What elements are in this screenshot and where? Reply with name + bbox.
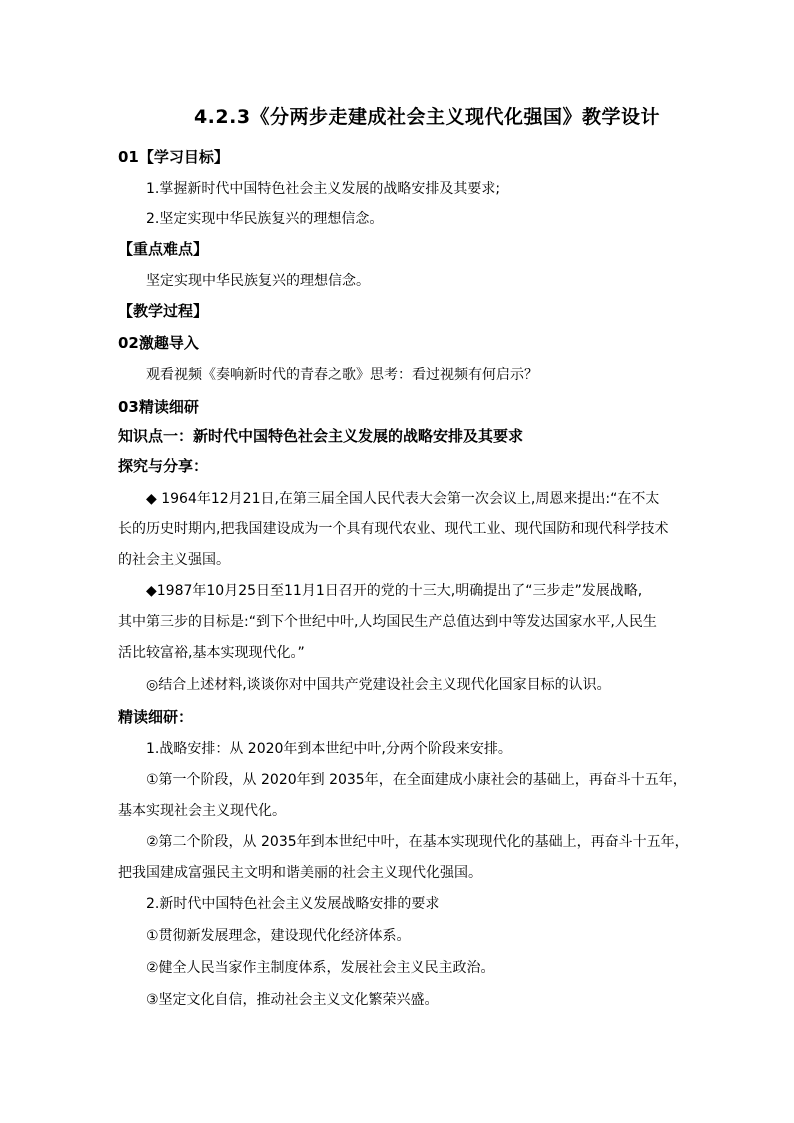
requirement-item-2: ②健全人民当家作主制度体系，发展社会主义民主政治。	[146, 960, 495, 976]
knowledge-point-1-heading: 知识点一：新时代中国特色社会主义发展的战略安排及其要求	[118, 427, 524, 445]
key-points-heading: 【重点难点】	[118, 240, 209, 258]
strategy-stage-2-line-1: ②第二个阶段，从 2035年到本世纪中叶，在基本实现现代化的基础上，再奋斗十五年，	[146, 834, 689, 850]
material-2-line-1: ◆1987年10月25日至11月1日召开的党的十三大,明确提出了“三步走”发展战略,	[146, 583, 643, 599]
explore-heading: 探究与分享：	[118, 457, 209, 475]
requirements-heading: 2.新时代中国特色社会主义发展战略安排的要求	[146, 896, 440, 912]
strategy-stage-1-line-2: 基本实现社会主义现代化。	[118, 803, 286, 819]
goal-item-1: 1.掌握新时代中国特色社会主义发展的战略安排及其要求;	[146, 181, 501, 197]
requirement-item-3: ③坚定文化自信，推动社会主义文化繁荣兴盛。	[146, 992, 439, 1008]
material-2-line-3: 活比较富裕,基本实现现代化。”	[118, 645, 305, 661]
requirement-item-1: ①贯彻新发展理念，建设现代化经济体系。	[146, 928, 411, 944]
material-1-line-1: ◆ 1964年12月21日,在第三届全国人民代表大会第一次会议上,周恩来提出:“在不太	[146, 491, 660, 507]
discussion-question: ◎结合上述材料,谈谈你对中国共产党建设社会主义现代化国家目标的认识。	[146, 677, 611, 693]
intro-text: 观看视频《奏响新时代的青春之歌》思考：看过视频有何启示？	[146, 367, 538, 383]
section-01-heading: 01【学习目标】	[118, 148, 229, 166]
study-heading: 精读细研：	[118, 708, 194, 726]
document-title: 4.2.3《分两步走建成社会主义现代化强国》教学设计	[193, 106, 661, 128]
key-points-text: 坚定实现中华民族复兴的理想信念。	[146, 273, 370, 289]
material-1-line-2: 长的历史时期内,把我国建设成为一个具有现代农业、现代工业、现代国防和现代科学技术	[118, 521, 669, 537]
section-03-heading: 03精读细研	[118, 398, 199, 416]
strategy-item-1: 1.战略安排：从 2020年到本世纪中叶,分两个阶段来安排。	[146, 741, 512, 757]
section-02-heading: 02激趣导入	[118, 334, 199, 352]
strategy-stage-1-line-1: ①第一个阶段，从 2020年到 2035年，在全面建成小康社会的基础上，再奋斗十五年，	[146, 772, 687, 788]
strategy-stage-2-line-2: 把我国建成富强民主文明和谐美丽的社会主义现代化强国。	[118, 865, 482, 881]
material-1-line-3: 的社会主义强国。	[118, 552, 230, 568]
material-2-line-2: 其中第三步的目标是:“到下个世纪中叶,人均国民生产总值达到中等发达国家水平,人民生	[118, 614, 657, 630]
goal-item-2: 2.坚定实现中华民族复兴的理想信念。	[146, 211, 384, 227]
process-heading: 【教学过程】	[118, 302, 209, 320]
